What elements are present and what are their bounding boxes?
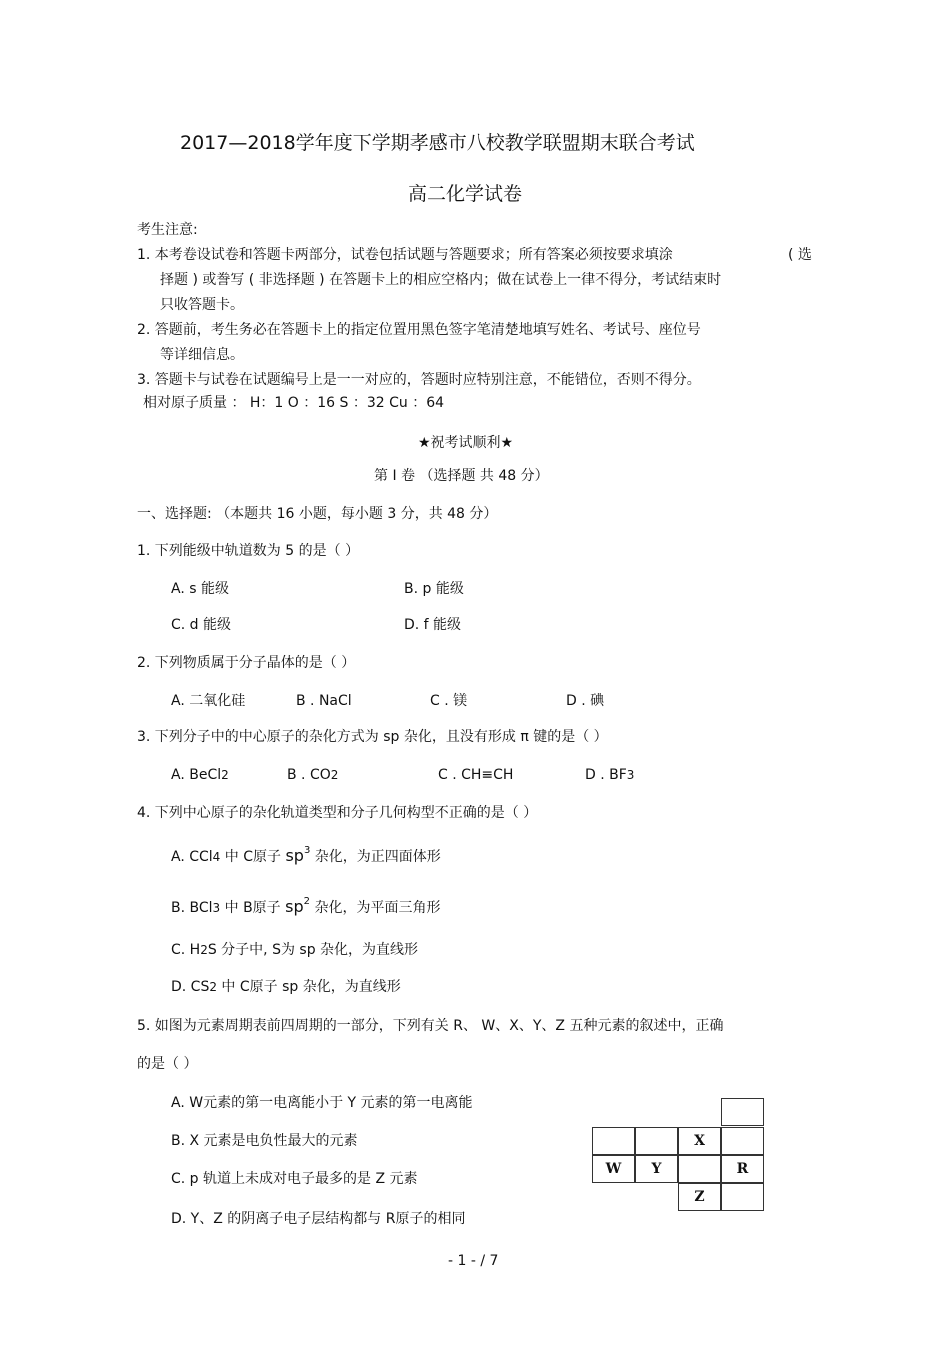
q4-b-mid: 中 B原子	[220, 900, 286, 916]
q4-option-a	[171, 847, 441, 868]
notice-item1-line2: 择题 ) 或誊写 ( 非选择题 ) 在答题卡上的相应空格内；做在试卷上一律不得分，考试结束时	[160, 272, 722, 288]
q3-b-text: B . CO	[287, 767, 331, 783]
q3-d-text: D . BF	[585, 767, 627, 783]
table-cell-z: Z	[678, 1183, 721, 1211]
atomic-mass: 相对原子质量 ： H：1 O ：16 S ：32 Cu ：64	[143, 395, 445, 411]
wish-line: ★祝考试顺利★	[418, 435, 514, 451]
q5-option-d: D. Y、Z 的阴离子电子层结构都与 R原子的相同	[171, 1211, 466, 1227]
q1-stem: 1. 下列能级中轨道数为 5 的是（ ）	[137, 543, 360, 559]
notice-item1-paren: ( 选	[788, 247, 812, 263]
q4-a-post: 杂化，为正四面体形	[310, 849, 441, 865]
q5-stem-line1: 5. 如图为元素周期表前四周期的一部分，下列有关 R、 W、X、Y、Z 五种元素的叙述中，正确	[137, 1018, 724, 1034]
q2-option-a: A. 二氧化硅	[171, 693, 246, 709]
table-cell-empty	[721, 1127, 764, 1155]
q3-b-subscript: 2	[330, 768, 339, 782]
q4-option-d	[171, 978, 401, 996]
q3-option-b	[287, 766, 338, 784]
q3-option-a	[171, 766, 229, 784]
notice-item1-line3: 只收答题卡。	[160, 297, 244, 313]
q2-option-c: C . 镁	[430, 693, 468, 709]
table-cell-empty	[721, 1098, 764, 1126]
q4-option-b	[171, 898, 440, 919]
table-cell-empty	[721, 1183, 764, 1211]
q4-d-pre: D. CS	[171, 979, 210, 995]
notice-item2-line1: 2. 答题前，考生务必在答题卡上的指定位置用黑色签字笔清楚地填写姓名、考试号、座位号	[137, 322, 701, 338]
q3-a-subscript: 2	[221, 768, 229, 782]
q4-a-mid: 中 C原子	[220, 849, 286, 865]
periodic-table-fragment	[592, 1098, 766, 1214]
q3-a-text: A. BeCl	[171, 767, 222, 783]
q1-option-c: C. d 能级	[171, 617, 232, 633]
table-cell-empty	[678, 1155, 721, 1183]
table-cell-r: R	[721, 1155, 764, 1183]
notice-item2-line2: 等详细信息。	[160, 347, 244, 363]
q1-option-b: B. p 能级	[404, 581, 464, 597]
notice-heading: 考生注意:	[137, 222, 198, 238]
table-cell-w: W	[592, 1155, 635, 1183]
q4-d-subscript: 2	[209, 980, 217, 994]
q4-a-subscript: 4	[212, 850, 221, 864]
q3-d-subscript: 3	[626, 768, 635, 782]
q4-a-sp: sp	[285, 846, 304, 865]
q4-b-pre: B. BCl	[171, 900, 213, 916]
notice-item3: 3. 答题卡与试卷在试题编号上是一一对应的，答题时应特别注意，不能错位，否则不得分。	[137, 372, 701, 388]
q4-c-pre: C. H	[171, 942, 201, 958]
q4-d-post: 中 C原子 sp 杂化，为直线形	[216, 979, 401, 995]
q4-stem: 4. 下列中心原子的杂化轨道类型和分子几何构型不正确的是（ ）	[137, 805, 538, 821]
page-number: - 1 - / 7	[448, 1253, 499, 1269]
q5-option-b: B. X 元素是电负性最大的元素	[171, 1133, 358, 1149]
q4-b-superscript: 2	[303, 896, 311, 907]
q4-b-post: 杂化，为平面三角形	[310, 900, 441, 916]
q4-c-post: S 分子中, S为 sp 杂化，为直线形	[207, 942, 419, 958]
notice-item1-line1: 1. 本考卷设试卷和答题卡两部分，试卷包括试题与答题要求；所有答案必须按要求填涂	[137, 247, 673, 263]
table-cell-empty	[635, 1127, 678, 1155]
q3-option-d	[585, 766, 634, 784]
q1-option-d: D. f 能级	[404, 617, 462, 633]
part-title: 一、选择题: （本题共 16 小题，每小题 3 分，共 48 分）	[137, 506, 498, 522]
q3-option-c: C . CH≡CH	[438, 767, 514, 783]
q2-option-b: B . NaCl	[296, 693, 352, 709]
q4-a-superscript: 3	[303, 845, 311, 856]
table-cell-empty	[592, 1127, 635, 1155]
q3-stem: 3. 下列分子中的中心原子的杂化方式为 sp 杂化，且没有形成 π 键的是（ ）	[137, 729, 608, 745]
q2-stem: 2. 下列物质属于分子晶体的是（ ）	[137, 655, 356, 671]
q5-stem-line2: 的是（ ）	[137, 1056, 198, 1072]
q4-option-c	[171, 941, 418, 959]
q1-option-a: A. s 能级	[171, 581, 229, 597]
table-cell-x: X	[678, 1127, 721, 1155]
q4-b-sp: sp	[285, 897, 304, 916]
q5-option-c: C. p 轨道上未成对电子最多的是 Z 元素	[171, 1171, 418, 1187]
exam-subtitle: 高二化学试卷	[408, 183, 523, 205]
q4-c-subscript: 2	[200, 943, 208, 957]
q4-b-subscript: 3	[212, 901, 221, 915]
exam-title: 2017—2018学年度下学期孝感市八校教学联盟期末联合考试	[180, 132, 695, 154]
section-title: 第 I 卷 （选择题 共 48 分）	[374, 468, 549, 484]
q2-option-d: D . 碘	[566, 693, 605, 709]
q5-option-a: A. W元素的第一电离能小于 Y 元素的第一电离能	[171, 1095, 473, 1111]
table-cell-y: Y	[635, 1155, 678, 1183]
q4-a-pre: A. CCl	[171, 849, 213, 865]
